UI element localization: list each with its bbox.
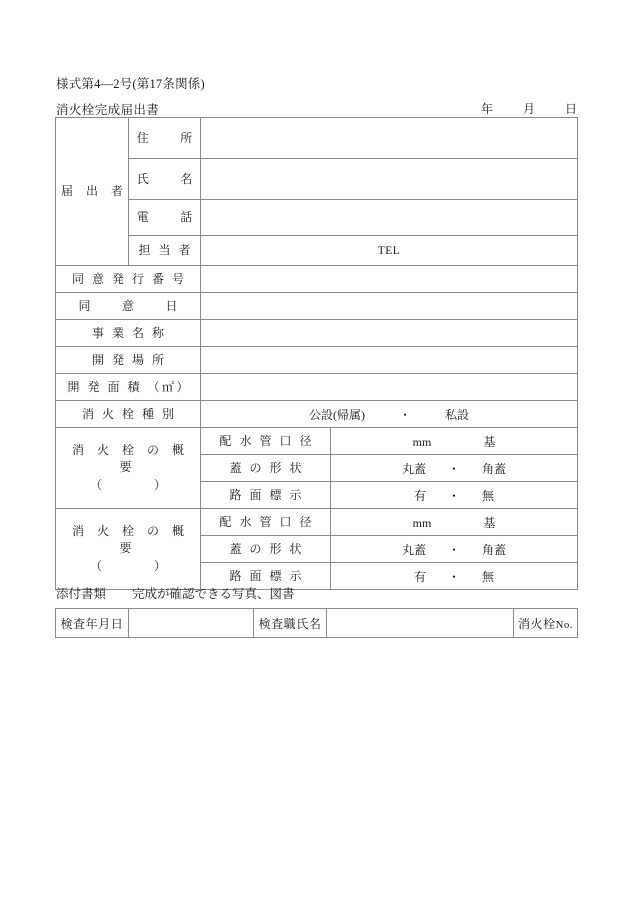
hydrant-type-private-option[interactable]: 私設 bbox=[445, 407, 470, 422]
date-day-label: 日 bbox=[564, 102, 577, 116]
applicant-phone-label: 電 話 bbox=[129, 200, 201, 236]
road-marking-no-option[interactable]: 無 bbox=[482, 569, 495, 584]
inspection-date-value[interactable] bbox=[129, 609, 254, 638]
consent-number-label: 同 意 発 行 番 号 bbox=[56, 266, 201, 293]
cover-round-option[interactable]: 丸蓋 bbox=[401, 542, 426, 557]
hydrant-summary-2-paren-close: ） bbox=[154, 558, 167, 573]
hydrant-summary-1-road-marking-label: 路 面 標 示 bbox=[201, 482, 331, 509]
hydrant-summary-1-cover-shape-label: 蓋 の 形 状 bbox=[201, 455, 331, 482]
hydrant-summary-1-pipe-diameter-label: 配 水 管 口 径 bbox=[201, 428, 331, 455]
hydrant-summary-2-title bbox=[56, 509, 201, 590]
hydrant-summary-1-paren-close: ） bbox=[154, 477, 167, 492]
hydrant-summary-1-title-text: 消 火 栓 の 概 要 bbox=[71, 442, 189, 475]
table-row bbox=[56, 509, 578, 536]
inspector-name-label: 検査職氏名 bbox=[254, 609, 327, 638]
business-name-label: 事 業 名 称 bbox=[56, 320, 201, 347]
road-marking-yes-option[interactable]: 有 bbox=[413, 488, 426, 503]
consent-date-value[interactable] bbox=[201, 293, 578, 320]
date-year-label: 年 bbox=[480, 102, 493, 116]
hydrant-summary-2-road-marking-options[interactable] bbox=[331, 563, 578, 590]
road-marking-yes-option[interactable]: 有 bbox=[413, 569, 426, 584]
hydrant-summary-2-pipe-diameter-value[interactable] bbox=[331, 509, 578, 536]
applicant-contact-value[interactable] bbox=[201, 236, 578, 266]
attachments-text: 完成が確認できる写真、図書 bbox=[132, 587, 295, 601]
applicant-name-label: 氏 名 bbox=[129, 159, 201, 200]
form-number: 様式第4―2号(第17条関係) bbox=[56, 77, 205, 91]
road-marking-separator: ・ bbox=[447, 569, 460, 584]
hydrant-type-public-option[interactable]: 公設(帰属) bbox=[308, 407, 365, 422]
hydrant-summary-2-title-text: 消 火 栓 の 概 要 bbox=[71, 523, 189, 556]
hydrant-number-suffix: No. bbox=[555, 619, 574, 631]
road-marking-no-option[interactable]: 無 bbox=[482, 488, 495, 503]
development-area-value[interactable] bbox=[201, 374, 578, 401]
page-title: 消火栓完成届出書 bbox=[56, 103, 160, 117]
table-row bbox=[56, 609, 578, 638]
hydrant-summary-2-pipe-diameter-label: 配 水 管 口 径 bbox=[201, 509, 331, 536]
table-row bbox=[56, 401, 578, 428]
table-row bbox=[56, 347, 578, 374]
attachments-label: 添付書類 bbox=[56, 587, 107, 601]
applicant-row-label: 届 出 者 bbox=[56, 118, 129, 266]
pipe-count-unit: 基 bbox=[483, 434, 496, 449]
applicant-address-value[interactable] bbox=[201, 118, 578, 159]
table-row bbox=[56, 118, 578, 159]
hydrant-summary-1-cover-shape-options[interactable] bbox=[331, 455, 578, 482]
date-line bbox=[481, 100, 577, 117]
inspector-name-value[interactable] bbox=[327, 609, 514, 638]
pipe-diameter-unit: mm bbox=[412, 434, 432, 449]
hydrant-summary-1-paren-open: （ bbox=[89, 477, 102, 492]
hydrant-type-options[interactable] bbox=[201, 401, 578, 428]
table-row bbox=[56, 293, 578, 320]
table-row bbox=[56, 159, 578, 200]
applicant-contact-label: 担 当 者 bbox=[129, 236, 201, 266]
main-form-table bbox=[55, 117, 578, 590]
consent-number-value[interactable] bbox=[201, 266, 578, 293]
hydrant-summary-2-paren-open: （ bbox=[89, 558, 102, 573]
hydrant-number-label-text: 消火栓 bbox=[517, 616, 556, 631]
consent-date-label: 同 意 日 bbox=[56, 293, 201, 320]
pipe-diameter-unit: mm bbox=[412, 515, 432, 530]
hydrant-type-separator: ・ bbox=[398, 407, 411, 422]
hydrant-summary-1-title bbox=[56, 428, 201, 509]
development-site-label: 開 発 場 所 bbox=[56, 347, 201, 374]
hydrant-number-label bbox=[514, 609, 578, 638]
pipe-count-unit: 基 bbox=[483, 515, 496, 530]
table-row bbox=[56, 320, 578, 347]
cover-shape-separator: ・ bbox=[447, 461, 460, 476]
development-area-label: 開 発 面 積 （㎡） bbox=[56, 374, 201, 401]
tel-label: TEL bbox=[377, 245, 401, 257]
table-row bbox=[56, 236, 578, 266]
cover-shape-separator: ・ bbox=[447, 542, 460, 557]
development-site-value[interactable] bbox=[201, 347, 578, 374]
table-row bbox=[56, 266, 578, 293]
applicant-name-value[interactable] bbox=[201, 159, 578, 200]
table-row bbox=[56, 374, 578, 401]
hydrant-summary-1-road-marking-options[interactable] bbox=[331, 482, 578, 509]
applicant-phone-value[interactable] bbox=[201, 200, 578, 236]
table-row bbox=[56, 200, 578, 236]
hydrant-summary-1-pipe-diameter-value[interactable] bbox=[331, 428, 578, 455]
inspection-table bbox=[55, 608, 578, 638]
cover-round-option[interactable]: 丸蓋 bbox=[401, 461, 426, 476]
road-marking-separator: ・ bbox=[447, 488, 460, 503]
table-row bbox=[56, 428, 578, 455]
applicant-address-label: 住 所 bbox=[129, 118, 201, 159]
cover-square-option[interactable]: 角蓋 bbox=[482, 542, 507, 557]
attachments-line bbox=[56, 584, 295, 602]
hydrant-summary-2-road-marking-label: 路 面 標 示 bbox=[201, 563, 331, 590]
hydrant-summary-2-cover-shape-options[interactable] bbox=[331, 536, 578, 563]
cover-square-option[interactable]: 角蓋 bbox=[482, 461, 507, 476]
business-name-value[interactable] bbox=[201, 320, 578, 347]
hydrant-summary-2-cover-shape-label: 蓋 の 形 状 bbox=[201, 536, 331, 563]
hydrant-type-label: 消 火 栓 種 別 bbox=[56, 401, 201, 428]
inspection-date-label: 検査年月日 bbox=[56, 609, 129, 638]
date-month-label: 月 bbox=[522, 102, 535, 116]
